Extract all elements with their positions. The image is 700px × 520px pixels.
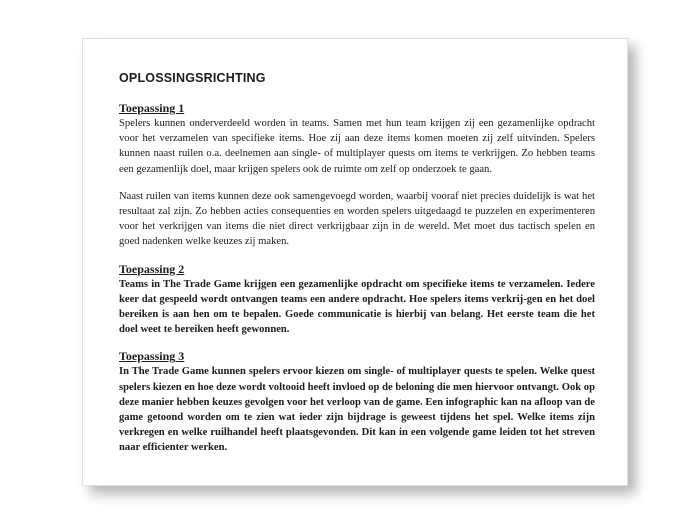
section-paragraph: In The Trade Game kunnen spelers ervoor kiezen om single- of multiplayer quests te spelen. Welke quest spelers kiezen en hoe deze wordt voltooid heeft invloed op de beloning die men hiervoor ontvangt. Ook op deze manier hebben keuzes gevolgen voor het verloop van de game. Een infographic kan na afloop van de game getoond worden om te zien wat ieder zijn bijdrage is geweest tijdens het spel. Welke items zijn verkregen en welke ruilhandel heeft plaatsgevonden. Dit kan in een volgende game leiden tot het streven naar efficienter werken. <box>119 366 595 454</box>
document-page <box>82 38 628 486</box>
document-content <box>119 71 595 456</box>
section-title: Toepassing 2 <box>119 261 185 276</box>
section-paragraph: Spelers kunnen onderverdeeld worden in teams. Samen met hun team krijgen zij een gezamenlijke opdracht voor het verzamelen van specifieke items. Hoe zij aan deze items komen moeten zij zelf uitvinden. Spelers kunnen naast ruilen o.a. deelnemen aan single- of multiplayer quests om items te verkrijgen. Zo hebben teams een gezamenlijk doel, maar krijgen spelers ook de ruimte om zelf op onderzoek te gaan. <box>119 118 595 175</box>
section-spacer <box>119 337 595 349</box>
section-toepassing-1 <box>119 101 595 250</box>
section-toepassing-3 <box>119 349 595 455</box>
section-toepassing-2 <box>119 262 595 338</box>
section-title: Toepassing 1 <box>119 101 185 115</box>
section-paragraph: Naast ruilen van items kunnen deze ook samengevoegd worden, waarbij vooraf niet precies duidelijk is wat het resultaat zal zijn. Zo hebben acties consequenties en worden spelers uitgedaagd te puzzelen en experimenteren voor het verkrijgen van items die niet direct verkrijgbaar zijn in de wereld. Met moet dus tactisch spelen en goed nadenken welke keuzes zij maken. <box>119 190 595 248</box>
section-paragraph: Teams in The Trade Game krijgen een gezamenlijke opdracht om specifieke items te verzamelen. Iedere keer dat gespeeld wordt ontvangen teams een andere opdracht. Hoe spelers items verkrij-gen en het doel bereiken is aan hen om te bepalen. Goede communicatie is hierbij van belang. Het eerste team die het doel weet te bereiken heeft gewonnen. <box>119 278 595 336</box>
section-title: Toepassing 3 <box>119 349 185 364</box>
paragraph-spacer <box>119 177 595 189</box>
section-spacer <box>119 250 595 262</box>
page-title: OPLOSSINGSRICHTING <box>119 71 266 85</box>
